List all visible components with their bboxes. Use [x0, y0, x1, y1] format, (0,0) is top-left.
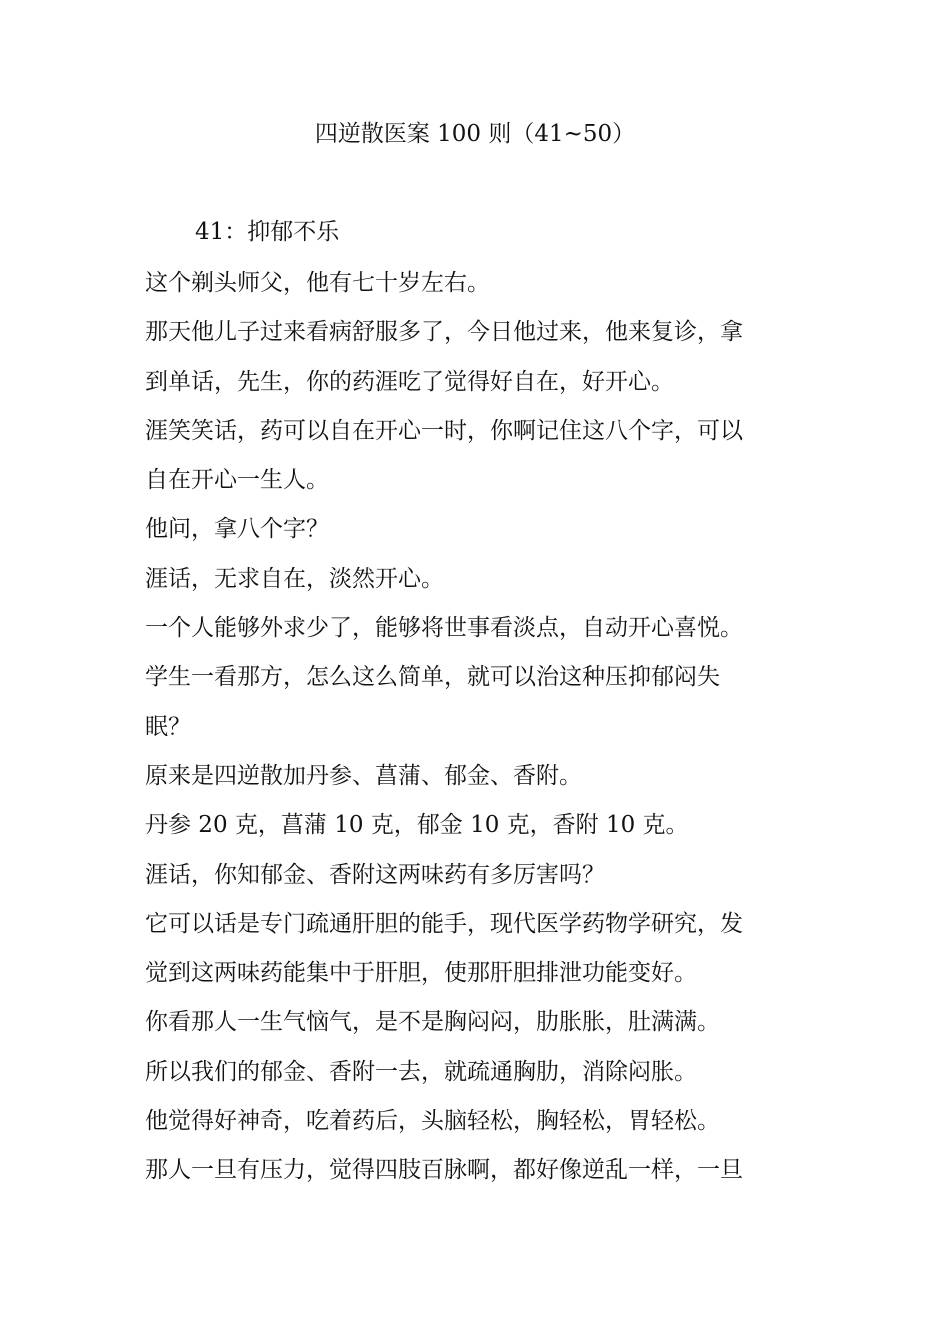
section-heading: 41：抑郁不乐	[195, 219, 340, 245]
text-line: 所以我们的郁金、香附一去，就疏通胸肋，消除闷胀。	[145, 1058, 697, 1085]
text-line: 这个剃头师父，他有七十岁左右。	[145, 270, 490, 296]
text-line: 学生一看那方，怎么这么简单，就可以治这种压抑郁闷失	[145, 664, 720, 691]
text-line: 它可以话是专门疏通肝胆的能手，现代医学药物学研究，发	[145, 910, 743, 937]
text-line: 觉到这两味药能集中于肝胆，使那肝胆排泄功能变好。	[145, 960, 697, 987]
text-line: 涯话，你知郁金、香附这两味药有多厉害吗？	[145, 861, 605, 888]
text-line: 你看那人一生气恼气，是不是胸闷闷，肋胀胀，肚满满。	[145, 1009, 720, 1036]
text-line: 涯笑笑话，药可以自在开心一时，你啊记住这八个字，可以	[145, 417, 743, 444]
text-line: 那天他儿子过来看病舒服多了，今日他过来，他来复诊，拿	[145, 319, 743, 346]
text-line: 他觉得好神奇，吃着药后，头脑轻松，胸轻松，胃轻松。	[145, 1108, 720, 1135]
text-line: 涯话，无求自在，淡然开心。	[145, 565, 444, 592]
body-text	[145, 259, 815, 1196]
text-line: 原来是四逆散加丹参、菖蒲、郁金、香附。	[145, 762, 582, 789]
text-line: 到单话，先生，你的药涯吃了觉得好自在，好开心。	[145, 368, 674, 395]
text-line: 一个人能够外求少了，能够将世事看淡点，自动开心喜悦。	[145, 615, 743, 642]
text-line: 他问，拿八个字？	[145, 516, 329, 543]
text-line: 那人一旦有压力，觉得四肢百脉啊，都好像逆乱一样，一旦	[145, 1157, 743, 1184]
text-line: 自在开心一生人。	[145, 467, 329, 494]
text-line: 眠？	[145, 713, 191, 740]
text-line: 丹参 20 克，菖蒲 10 克，郁金 10 克，香附 10 克。	[145, 812, 689, 839]
document-title: 四逆散医案 100 则（41~50）	[314, 121, 636, 147]
